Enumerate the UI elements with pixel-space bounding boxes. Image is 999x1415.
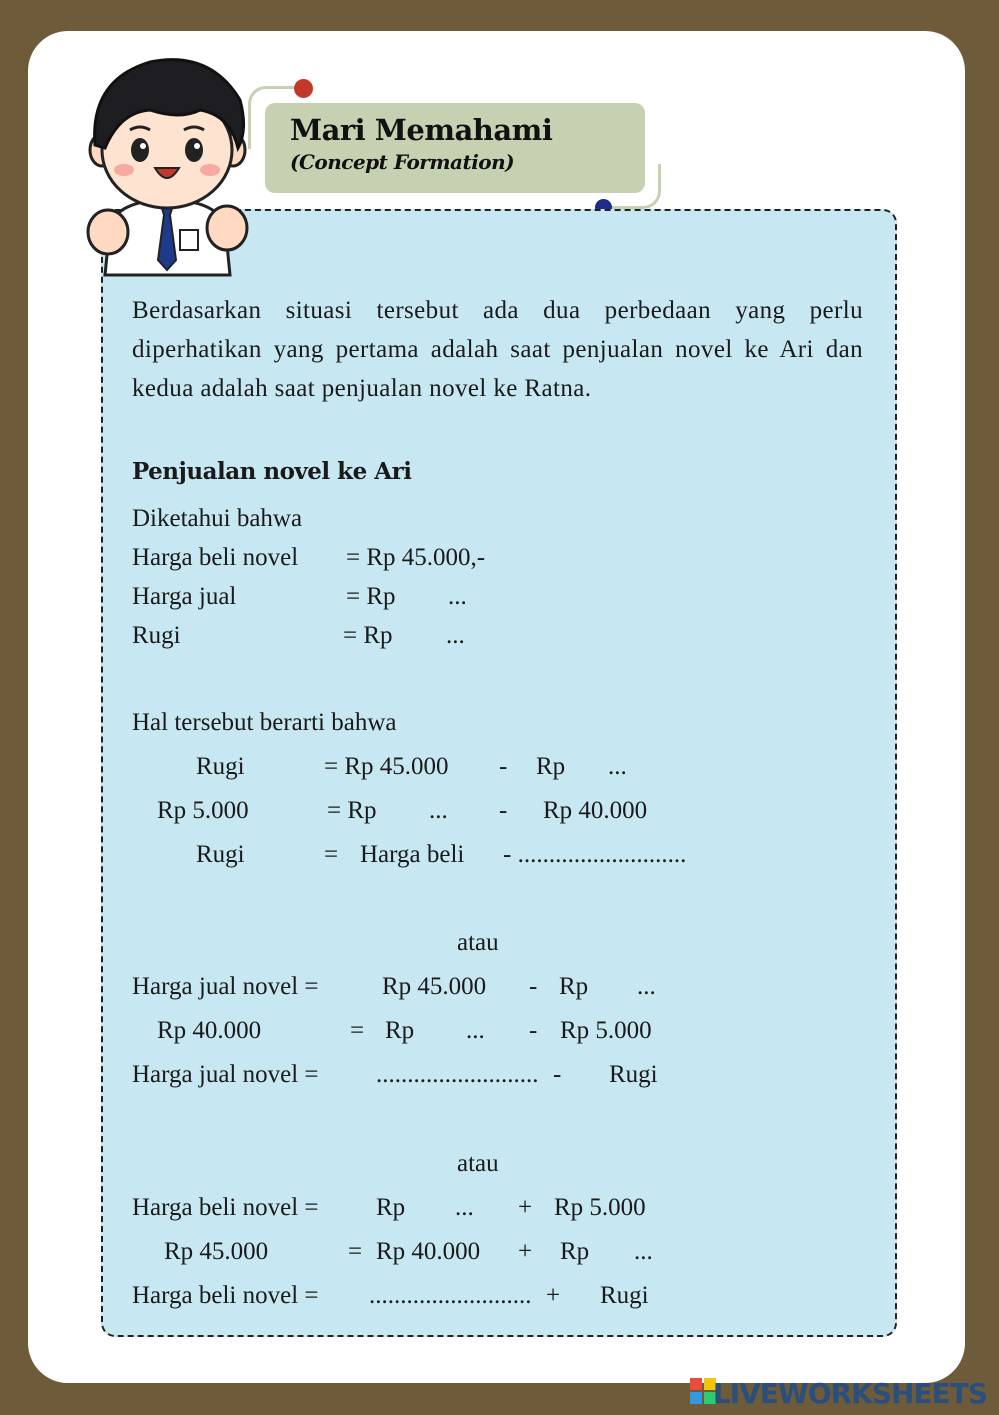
page-subtitle: (Concept Formation) [290, 150, 515, 174]
answer-blank[interactable]: ... [466, 1017, 485, 1044]
equation-term: Harga beli novel = [132, 1194, 319, 1221]
known-label: Diketahui bahwa [132, 505, 303, 532]
intro-paragraph: Berdasarkan situasi tersebut ada dua perbedaan yang perlu diperhatikan yang pertama adalah saat penjualan novel ke Ari dan kedua adalah saat penjualan novel ke Ratna. [132, 297, 863, 402]
equation-term: Rp 5.000 [554, 1194, 646, 1221]
red-dot-decoration [294, 79, 313, 98]
answer-blank[interactable]: ... [446, 622, 465, 649]
answer-blank[interactable]: ... [429, 797, 448, 824]
equation-operator: - [529, 1017, 538, 1044]
page-title: Mari Memahami [290, 113, 553, 147]
equation-operator: - [499, 753, 508, 780]
equation-term: Harga beli novel = [132, 1282, 319, 1309]
equation-operator: + [518, 1238, 533, 1265]
equation-term: Harga jual novel = [132, 1061, 319, 1088]
equation-term: Rp [385, 1017, 415, 1044]
equation-term: Harga jual novel = [132, 973, 319, 1000]
equation-term: Rugi [196, 841, 245, 868]
equation-operator: = [324, 841, 339, 868]
answer-blank[interactable]: .......................... [376, 1061, 539, 1088]
known-row-name: Harga jual [132, 583, 237, 610]
student-character-illustration [80, 50, 255, 280]
equation-term: Rp 40.000 [376, 1238, 481, 1265]
equation-operator: - [529, 973, 538, 1000]
known-row-name: Rugi [132, 622, 181, 649]
meaning-label: Hal tersebut berarti bahwa [132, 709, 397, 736]
equation-operator: = [348, 1238, 363, 1265]
equation-term: Harga beli [360, 841, 465, 868]
answer-blank[interactable]: .......................... [369, 1282, 532, 1309]
equation-term: Rp 40.000 [543, 797, 648, 824]
known-row-name: Harga beli novel [132, 544, 299, 571]
equation-term: Rp [559, 973, 589, 1000]
equation-term: Rp [536, 753, 566, 780]
known-row-equation: = Rp [343, 622, 393, 649]
answer-blank[interactable]: ... [455, 1194, 474, 1221]
answer-blank[interactable]: ... [637, 973, 656, 1000]
equation-operator: - [499, 797, 508, 824]
equation-term: Rp [560, 1238, 590, 1265]
equation-term: Rp 40.000 [157, 1017, 262, 1044]
answer-blank[interactable]: ... [634, 1238, 653, 1265]
equation-term: Rp 45.000 [164, 1238, 269, 1265]
equation-operator: = [350, 1017, 365, 1044]
equation-term: Rugi [600, 1282, 649, 1309]
equation-operator: + [518, 1194, 533, 1221]
equation-term: Rp 45.000 [382, 973, 487, 1000]
answer-blank[interactable]: - ........................... [503, 841, 687, 868]
known-row-equation: = Rp [346, 583, 396, 610]
equation-operator: + [546, 1282, 561, 1309]
equation-term: Rugi [196, 753, 245, 780]
liveworksheets-brand[interactable]: LIVEWORKSHEETS [712, 1377, 987, 1410]
or-separator: atau [457, 929, 499, 956]
equation-term: = Rp 45.000 [324, 753, 449, 780]
equation-term: Rp 5.000 [157, 797, 249, 824]
or-separator: atau [457, 1150, 499, 1177]
equation-term: Rp [376, 1194, 406, 1221]
equation-term: Rugi [609, 1061, 658, 1088]
equation-term: Rp 5.000 [560, 1017, 652, 1044]
equation-term: = Rp [327, 797, 377, 824]
answer-blank[interactable]: ... [608, 753, 627, 780]
answer-blank[interactable]: ... [448, 583, 467, 610]
section-title: Penjualan novel ke Ari [132, 458, 412, 485]
known-row-equation: = Rp 45.000,- [346, 544, 486, 571]
equation-operator: - [553, 1061, 562, 1088]
